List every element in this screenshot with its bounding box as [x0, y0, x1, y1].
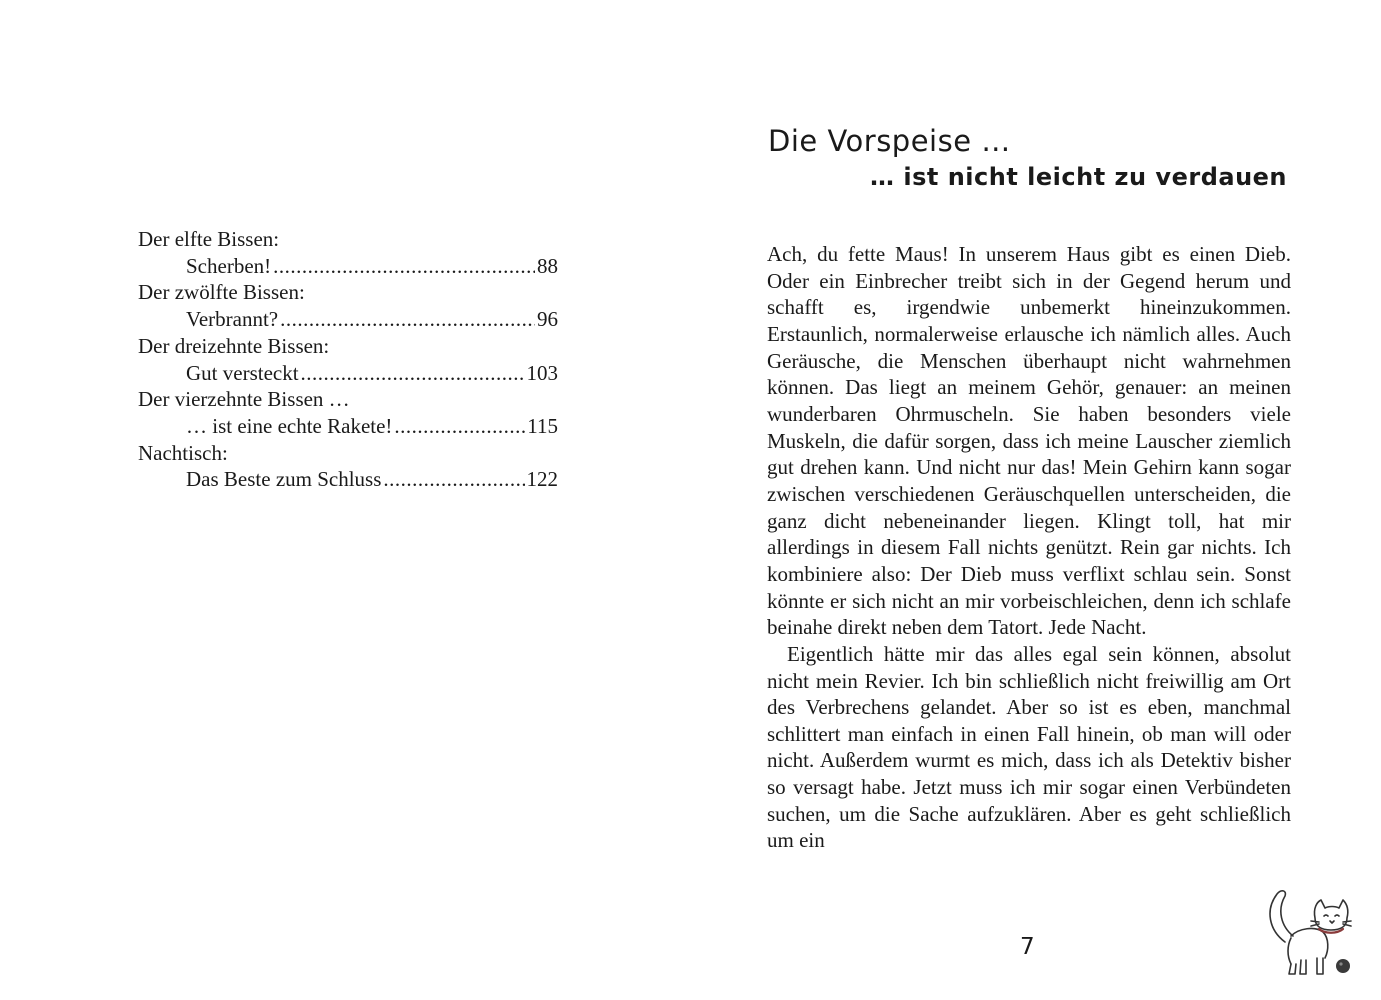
page-number: 7: [1020, 934, 1035, 960]
toc-heading: Der vierzehnte Bissen …: [138, 387, 350, 412]
toc-line: [138, 253, 558, 280]
chapter-subtitle: … ist nicht leicht zu verdauen: [870, 163, 1288, 191]
toc-title: Verbrannt?: [186, 307, 279, 332]
toc-heading: Der elfte Bissen:: [138, 227, 280, 251]
toc-entry: [138, 440, 558, 493]
toc-page-number: 122: [526, 467, 558, 492]
toc-dot-leader: [280, 306, 535, 333]
toc-dot-leader: [301, 360, 525, 387]
toc-heading: Nachtisch:: [138, 440, 228, 465]
toc-line: [138, 413, 558, 440]
toc-line: [138, 360, 558, 387]
toc-title: Gut versteckt: [186, 360, 299, 385]
right-page: [690, 0, 1381, 1000]
toc-entry: [138, 279, 558, 332]
left-page: [0, 0, 690, 1000]
toc-title: Das Beste zum Schluss: [186, 467, 382, 492]
toc-dot-leader: [394, 413, 525, 440]
toc-heading: Der dreizehnte Bissen:: [138, 333, 330, 358]
toc-entry: [138, 386, 558, 439]
toc-line: [138, 306, 558, 333]
toc-heading: Der zwölfte Bissen:: [138, 280, 305, 305]
paragraph: Eigentlich hätte mir das alles egal sein können, absolut nicht mein Revier. Ich bin schließlich nicht freiwillig am Ort des Verbrechens gelandet. Aber so ist es eben, manchmal schlittert man einfach in einen Fall hinein, ob man will oder nicht. Außerdem wurmt es mich, dass ich als Detektiv bisher so versagt habe. Jetzt muss ich mir sogar einen Verbündeten suchen, um die Sache aufzuklären. Aber es geht schließlich um ein: [767, 641, 1291, 853]
toc-page-number: 103: [526, 360, 558, 385]
toc-title: Scherben!: [186, 253, 272, 278]
toc-dot-leader: [273, 253, 535, 280]
chapter-title: Die Vorspeise …: [768, 124, 1011, 158]
toc-page-number: 88: [537, 253, 558, 278]
toc-title: … ist eine echte Rakete!: [186, 413, 393, 438]
toc-page-number: 96: [537, 307, 558, 332]
toc-line: [138, 466, 558, 493]
table-of-contents: [138, 226, 558, 493]
cat-icon: [1255, 880, 1355, 980]
paragraph: Ach, du fette Maus! In unserem Haus gibt es einen Dieb. Oder ein Einbrecher treibt sich in der Gegend herum und schafft es, irgendwie unbemerkt hineinzukommen. Erstaunlich, normalerweise erlausche ich nämlich alles. Auch Geräusche, die Menschen überhaupt nicht wahrnehmen können. Das liegt an meinem Gehör, genauer: an meinen wunderbaren Ohrmuscheln. Sie haben besonders viele Muskeln, die dafür sorgen, dass ich meine Lauscher ziemlich gut drehen kann. Und nicht nur das! Mein Gehirn kann sogar zwischen verschiedenen Geräuschquellen unterscheiden, die ganz dicht nebeneinander liegen. Klingt toll, hat mir allerdings in diesem Fall nichts genützt. Rein gar nichts. Ich kombiniere also: Der Dieb muss verflixt schlau sein. Sonst könnte er sich nicht an mir vorbeischleichen, denn ich schlafe beinahe direkt neben dem Tatort. Jede Nacht.: [767, 242, 1291, 640]
chapter-body: [767, 241, 1291, 854]
toc-page-number: 115: [527, 413, 558, 438]
toc-entry: [138, 226, 558, 279]
toc-entry: [138, 333, 558, 386]
toc-dot-leader: [383, 466, 524, 493]
